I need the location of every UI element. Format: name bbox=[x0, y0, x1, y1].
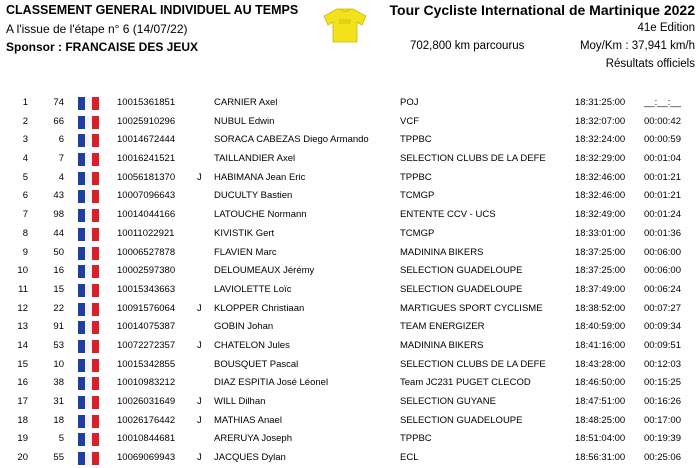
uci-id-cell: 10006527878 bbox=[117, 246, 176, 258]
uci-id-cell: 10014075387 bbox=[117, 321, 176, 333]
results-table bbox=[0, 94, 700, 468]
rider-name-cell: TAILLANDIER Axel bbox=[214, 153, 296, 165]
rank-cell: 13 bbox=[17, 321, 28, 333]
rank-cell: 3 bbox=[22, 134, 28, 146]
rank-cell: 14 bbox=[17, 339, 28, 351]
uci-id-cell: 10007096643 bbox=[117, 190, 176, 202]
table-row bbox=[0, 94, 700, 113]
team-cell: TEAM ENERGIZER bbox=[400, 321, 485, 333]
status-label: Résultats officiels bbox=[605, 58, 695, 70]
gap-cell: 00:01:04 bbox=[644, 153, 681, 165]
bib-cell: 91 bbox=[53, 321, 64, 333]
junior-marker-cell: J bbox=[197, 452, 202, 464]
yellow-jersey-icon bbox=[322, 7, 368, 43]
bib-cell: 22 bbox=[53, 302, 64, 314]
france-flag-icon bbox=[78, 172, 99, 185]
bib-cell: 7 bbox=[58, 153, 64, 165]
rider-name-cell: FLAVIEN Marc bbox=[214, 246, 277, 258]
rank-cell: 7 bbox=[22, 209, 28, 221]
uci-id-cell: 10016241521 bbox=[117, 153, 176, 165]
table-row bbox=[0, 356, 700, 375]
time-cell: 18:32:46:00 bbox=[575, 190, 626, 202]
rank-cell: 15 bbox=[17, 358, 28, 370]
gap-cell: 00:09:34 bbox=[644, 321, 681, 333]
gap-cell: 00:01:21 bbox=[644, 190, 681, 202]
bib-cell: 6 bbox=[58, 134, 64, 146]
uci-id-cell: 10011022921 bbox=[117, 227, 175, 239]
time-cell: 18:32:46:00 bbox=[575, 171, 626, 183]
distance-label: 702,800 km parcourus bbox=[410, 40, 525, 52]
rider-name-cell: DUCULTY Bastien bbox=[214, 190, 293, 202]
team-cell: MADININA BIKERS bbox=[400, 339, 484, 351]
rider-name-cell: BOUSQUET Pascal bbox=[214, 358, 299, 370]
time-cell: 18:37:49:00 bbox=[575, 283, 626, 295]
rank-cell: 1 bbox=[22, 97, 28, 108]
uci-id-cell: 10015342855 bbox=[117, 358, 176, 370]
rider-name-cell: DIAZ ESPITIA José Léonel bbox=[214, 377, 329, 389]
rider-name-cell: LAVIOLETTE Loïc bbox=[214, 283, 292, 295]
time-cell: 18:38:52:00 bbox=[575, 302, 626, 314]
page-title: CLASSEMENT GENERAL INDIVIDUEL AU TEMPS bbox=[6, 3, 299, 17]
uci-id-cell: 10091576064 bbox=[117, 302, 176, 314]
junior-marker-cell: J bbox=[197, 396, 202, 407]
junior-marker-cell: J bbox=[197, 302, 202, 314]
team-cell: TPPBC bbox=[400, 171, 432, 183]
gap-cell: 00:12:03 bbox=[644, 358, 681, 370]
uci-id-cell: 10026031649 bbox=[117, 396, 176, 407]
uci-id-cell: 10010844681 bbox=[117, 433, 176, 445]
uci-id-cell: 10002597380 bbox=[117, 265, 176, 277]
team-cell: SELECTION GUADELOUPE bbox=[400, 414, 523, 426]
uci-id-cell: 10014672444 bbox=[117, 134, 176, 146]
time-cell: 18:37:25:00 bbox=[575, 246, 626, 258]
uci-id-cell: 10069069943 bbox=[117, 452, 176, 464]
uci-id-cell: 10014044166 bbox=[117, 209, 176, 221]
france-flag-icon bbox=[78, 377, 99, 390]
france-flag-icon bbox=[78, 247, 99, 260]
time-cell: 18:46:50:00 bbox=[575, 377, 626, 389]
team-cell: SELECTION CLUBS DE LA DEFE bbox=[400, 153, 546, 165]
team-cell: POJ bbox=[400, 97, 419, 108]
uci-id-cell: 10015343663 bbox=[117, 283, 176, 295]
race-title: Tour Cycliste International de Martinique 2022 bbox=[389, 2, 695, 18]
bib-cell: 18 bbox=[53, 414, 64, 426]
table-row bbox=[0, 244, 700, 263]
bib-cell: 5 bbox=[58, 433, 64, 445]
bib-cell: 4 bbox=[58, 171, 64, 183]
table-row bbox=[0, 449, 700, 468]
table-row bbox=[0, 430, 700, 449]
bib-cell: 98 bbox=[53, 209, 64, 221]
gap-cell: 00:07:27 bbox=[644, 302, 681, 314]
gap-cell: 00:09:51 bbox=[644, 339, 681, 351]
uci-id-cell: 10025910296 bbox=[117, 115, 176, 127]
rider-name-cell: CARNIER Axel bbox=[214, 97, 278, 108]
uci-id-cell: 10056181370 bbox=[117, 171, 176, 183]
gap-cell: 00:01:36 bbox=[644, 227, 681, 239]
team-cell: SELECTION CLUBS DE LA DEFE bbox=[400, 358, 546, 370]
table-row bbox=[0, 393, 700, 412]
junior-marker-cell: J bbox=[197, 414, 202, 426]
gap-cell: 00:06:24 bbox=[644, 283, 681, 295]
bib-cell: 43 bbox=[53, 190, 64, 202]
france-flag-icon bbox=[78, 153, 99, 166]
bib-cell: 10 bbox=[53, 358, 64, 370]
rank-cell: 12 bbox=[17, 302, 28, 314]
gap-cell: 00:01:21 bbox=[644, 171, 681, 183]
france-flag-icon bbox=[78, 190, 99, 203]
table-row bbox=[0, 300, 700, 319]
gap-cell: 00:06:00 bbox=[644, 246, 681, 258]
team-cell: MADININA BIKERS bbox=[400, 246, 484, 258]
bib-cell: 53 bbox=[53, 339, 64, 351]
time-cell: 18:32:49:00 bbox=[575, 209, 626, 221]
team-cell: ENTENTE CCV - UCS bbox=[400, 209, 496, 221]
table-row bbox=[0, 131, 700, 150]
edition-label: 41e Edition bbox=[637, 22, 695, 34]
time-cell: 18:51:04:00 bbox=[575, 433, 626, 445]
gap-cell: 00:15:25 bbox=[644, 377, 681, 389]
gap-cell: 00:16:26 bbox=[644, 396, 681, 407]
rider-name-cell: ARERUYA Joseph bbox=[214, 433, 292, 445]
rank-cell: 20 bbox=[17, 452, 28, 464]
table-row bbox=[0, 187, 700, 206]
junior-marker-cell: J bbox=[197, 171, 202, 183]
gap-cell: 00:00:42 bbox=[644, 115, 681, 127]
team-cell: SELECTION GUYANE bbox=[400, 396, 496, 407]
rider-name-cell: KLOPPER Christiaan bbox=[214, 302, 305, 314]
rank-cell: 18 bbox=[17, 414, 28, 426]
rider-name-cell: SORACA CABEZAS Diego Armando bbox=[214, 134, 369, 146]
team-cell: TCMGP bbox=[400, 190, 435, 202]
bib-cell: 74 bbox=[53, 97, 64, 108]
time-cell: 18:47:51:00 bbox=[575, 396, 626, 407]
table-row bbox=[0, 169, 700, 188]
bib-cell: 15 bbox=[53, 283, 64, 295]
junior-marker-cell: J bbox=[197, 339, 202, 351]
france-flag-icon bbox=[78, 321, 99, 334]
rank-cell: 11 bbox=[18, 283, 28, 295]
team-cell: ECL bbox=[400, 452, 419, 464]
rider-name-cell: GOBIN Johan bbox=[214, 321, 274, 333]
gap-cell: __:__:__ bbox=[644, 97, 681, 108]
bib-cell: 38 bbox=[53, 377, 64, 389]
rank-cell: 9 bbox=[22, 246, 28, 258]
rank-cell: 10 bbox=[17, 265, 28, 277]
france-flag-icon bbox=[78, 265, 99, 278]
uci-id-cell: 10072272357 bbox=[117, 339, 176, 351]
table-row bbox=[0, 412, 700, 431]
time-cell: 18:33:01:00 bbox=[575, 227, 626, 239]
average-speed-label: Moy/Km : 37,941 km/h bbox=[579, 40, 695, 52]
stage-info: A l'issue de l'étape n° 6 (14/07/22) bbox=[6, 22, 188, 36]
rank-cell: 5 bbox=[22, 171, 28, 183]
team-cell: TPPBC bbox=[400, 433, 432, 445]
team-cell: SELECTION GUADELOUPE bbox=[400, 283, 523, 295]
gap-cell: 00:06:00 bbox=[644, 265, 681, 277]
table-row bbox=[0, 225, 700, 244]
gap-cell: 00:00:59 bbox=[644, 134, 681, 146]
table-row bbox=[0, 374, 700, 393]
france-flag-icon bbox=[78, 340, 99, 353]
rider-name-cell: CHATELON Jules bbox=[214, 339, 290, 351]
time-cell: 18:41:16:00 bbox=[575, 339, 626, 351]
rank-cell: 4 bbox=[22, 153, 28, 165]
rider-name-cell: KIVISTIK Gert bbox=[214, 227, 275, 239]
table-row bbox=[0, 206, 700, 225]
time-cell: 18:32:24:00 bbox=[575, 134, 626, 146]
rank-cell: 19 bbox=[17, 433, 28, 445]
time-cell: 18:43:28:00 bbox=[575, 358, 626, 370]
france-flag-icon bbox=[78, 415, 99, 428]
rank-cell: 6 bbox=[22, 190, 28, 202]
france-flag-icon bbox=[78, 116, 99, 129]
sponsor-label: Sponsor : FRANCAISE DES JEUX bbox=[6, 40, 199, 54]
bib-cell: 44 bbox=[53, 227, 64, 239]
rider-name-cell: MATHIAS Anael bbox=[214, 414, 282, 426]
time-cell: 18:56:31:00 bbox=[575, 452, 626, 464]
gap-cell: 00:19:39 bbox=[644, 433, 681, 445]
team-cell: SELECTION GUADELOUPE bbox=[400, 265, 523, 277]
table-row bbox=[0, 150, 700, 169]
bib-cell: 55 bbox=[53, 452, 64, 464]
bib-cell: 31 bbox=[53, 396, 64, 407]
team-cell: TCMGP bbox=[400, 227, 435, 239]
time-cell: 18:48:25:00 bbox=[575, 414, 626, 426]
team-cell: Team JC231 PUGET CLECOD bbox=[400, 377, 531, 389]
uci-id-cell: 10015361851 bbox=[117, 97, 176, 108]
time-cell: 18:40:59:00 bbox=[575, 321, 626, 333]
time-cell: 18:32:07:00 bbox=[575, 115, 626, 127]
rank-cell: 8 bbox=[22, 227, 28, 239]
rank-cell: 2 bbox=[22, 115, 28, 127]
france-flag-icon bbox=[78, 134, 99, 147]
rider-name-cell: LATOUCHE Normann bbox=[214, 209, 307, 221]
time-cell: 18:31:25:00 bbox=[575, 97, 626, 108]
france-flag-icon bbox=[78, 396, 99, 409]
uci-id-cell: 10010983212 bbox=[117, 377, 176, 389]
france-flag-icon bbox=[78, 303, 99, 316]
time-cell: 18:32:29:00 bbox=[575, 153, 626, 165]
france-flag-icon bbox=[78, 359, 99, 372]
france-flag-icon bbox=[78, 97, 99, 110]
team-cell: VCF bbox=[400, 115, 419, 127]
table-row bbox=[0, 337, 700, 356]
france-flag-icon bbox=[78, 452, 99, 465]
rider-name-cell: JACQUES Dylan bbox=[214, 452, 286, 464]
team-cell: MARTIGUES SPORT CYCLISME bbox=[400, 302, 543, 314]
france-flag-icon bbox=[78, 209, 99, 222]
table-row bbox=[0, 318, 700, 337]
table-row bbox=[0, 281, 700, 300]
uci-id-cell: 10026176442 bbox=[117, 414, 176, 426]
table-row bbox=[0, 113, 700, 132]
gap-cell: 00:01:24 bbox=[644, 209, 681, 221]
rank-cell: 17 bbox=[17, 396, 28, 407]
france-flag-icon bbox=[78, 433, 99, 446]
france-flag-icon bbox=[78, 284, 99, 297]
bib-cell: 66 bbox=[53, 115, 64, 127]
bib-cell: 16 bbox=[53, 265, 64, 277]
rider-name-cell: WILL Dilhan bbox=[214, 396, 266, 407]
gap-cell: 00:17:00 bbox=[644, 414, 681, 426]
rider-name-cell: NUBUL Edwin bbox=[214, 115, 275, 127]
rider-name-cell: DELOUMEAUX Jérémy bbox=[214, 265, 315, 277]
rider-name-cell: HABIMANA Jean Eric bbox=[214, 171, 306, 183]
table-row bbox=[0, 262, 700, 281]
rank-cell: 16 bbox=[17, 377, 28, 389]
france-flag-icon bbox=[78, 228, 99, 241]
gap-cell: 00:25:06 bbox=[644, 452, 681, 464]
time-cell: 18:37:25:00 bbox=[575, 265, 626, 277]
bib-cell: 50 bbox=[53, 246, 64, 258]
team-cell: TPPBC bbox=[400, 134, 432, 146]
